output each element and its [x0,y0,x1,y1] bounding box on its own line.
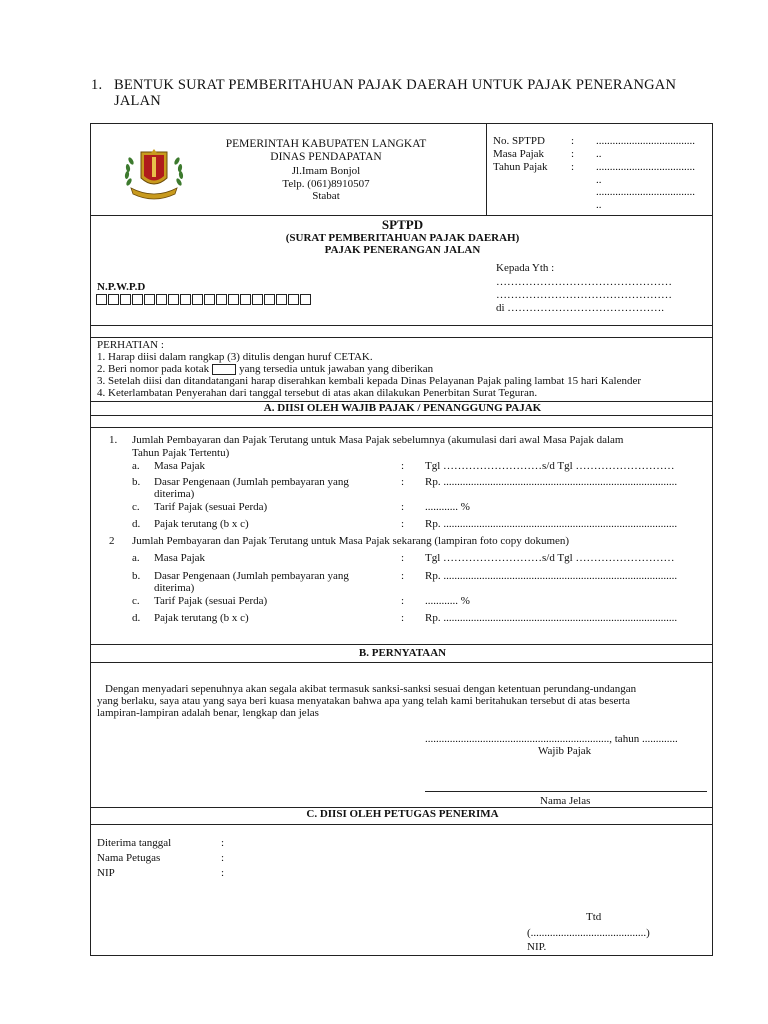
notice-item: 4. Keterlambatan Penyerahan dari tanggal tersebut di atas akan dilakukan Penerbitan Surat Teguran. [97,387,538,399]
row-label-continued: diterima) [154,488,195,500]
form-subtitle-tax-type: PAJAK PENERANGAN JALAN [324,244,481,256]
npwpd-digit-box[interactable] [252,294,263,305]
row-letter: d. [132,612,141,624]
officer-nip-field[interactable]: NIP. [527,941,547,953]
npwpd-digit-box[interactable] [192,294,203,305]
document-title-continued: JALAN [114,93,161,109]
row-label: Masa Pajak [154,552,206,564]
item-text-continued: Tahun Pajak Tertentu) [132,447,230,459]
field-value[interactable]: .................................... [596,186,695,198]
divider [91,824,712,825]
row-colon: : [401,476,405,488]
header-divider [486,124,487,215]
field-value[interactable]: .................................... [596,135,695,147]
row-letter: c. [132,595,140,607]
recipient-line[interactable]: ………………………………………… [496,289,672,301]
npwpd-digit-box[interactable] [156,294,167,305]
field-value[interactable]: .................................... [596,161,695,173]
divider [91,215,712,216]
notice-item: 3. Setelah diisi dan ditandatangani harap diserahkan kembali kepada Dinas Pelayanan Pajak paling lambat 15 hari Kalender [97,375,642,387]
notice-item: 1. Harap diisi dalam rangkap (3) ditulis dengan huruf CETAK. [97,351,373,363]
npwpd-digit-box[interactable] [288,294,299,305]
office-phone: Telp. (061)8910507 [282,178,370,190]
sptpd-form [90,123,713,956]
masa-pajak-current-field[interactable]: Tgl ………………………s/d Tgl ……………………… [425,552,675,564]
item-text: Jumlah Pembayaran dan Pajak Terutang untuk Masa Pajak sekarang (lampiran foto copy dokumen) [132,535,570,547]
statement-text: lampiran-lampiran adalah benar, lengkap dan jelas [97,707,319,719]
npwpd-digit-box[interactable] [144,294,155,305]
office-city: Stabat [312,190,340,202]
npwpd-label: N.P.W.P.D [97,281,146,293]
place-date-field[interactable]: ..................................................................., tahun ............. [425,733,678,745]
row-colon: : [401,460,405,472]
npwpd-digit-box[interactable] [180,294,191,305]
field-colon: : [571,148,575,160]
field-value-continued: .. [596,199,602,211]
item-text: Jumlah Pembayaran dan Pajak Terutang untuk Masa Pajak sebelumnya (akumulasi dari awal Masa Pajak dalam [132,434,624,446]
row-letter: d. [132,518,141,530]
field-label: Masa Pajak [493,148,545,160]
recipient-location[interactable]: di ……………………………………. [496,302,665,314]
row-colon: : [401,570,405,582]
office-address: Jl.Imam Bonjol [291,165,361,177]
field-colon: : [221,852,225,864]
npwpd-digit-box[interactable] [168,294,179,305]
recipient-line[interactable]: ………………………………………… [496,276,672,288]
section-a-title: A. DIISI OLEH WAJIB PAJAK / PENANGGUNG PAJAK [263,402,542,414]
item-number: 1. [109,434,118,446]
answer-box [212,364,236,375]
tarif-pajak-previous-field[interactable]: ............ % [425,501,470,513]
row-letter: b. [132,476,141,488]
row-colon: : [401,552,405,564]
row-label-continued: diterima) [154,582,195,594]
tarif-pajak-current-field[interactable]: ............ % [425,595,470,607]
officer-signature-field[interactable]: (..........................................) [527,927,650,939]
divider [91,325,712,326]
received-date-label: Diterima tanggal [97,837,172,849]
document-title: BENTUK SURAT PEMBERITAHUAN PAJAK DAERAH UNTUK PAJAK PENERANGAN [114,77,677,93]
pajak-terutang-previous-field[interactable]: Rp. ..................................................................................... [425,518,678,530]
section-b-title: B. PERNYATAAN [358,647,447,659]
form-subtitle: (SURAT PEMBERITAHUAN PAJAK DAERAH) [285,232,520,244]
field-colon: : [571,161,575,173]
npwpd-digit-box[interactable] [132,294,143,305]
form-title: SPTPD [381,217,424,232]
officer-name-label: Nama Petugas [97,852,161,864]
npwpd-digit-box[interactable] [96,294,107,305]
divider [91,662,712,663]
row-colon: : [401,595,405,607]
dasar-pengenaan-previous-field[interactable]: Rp. ..................................................................................... [425,476,678,488]
row-letter: a. [132,460,140,472]
row-label: Pajak terutang (b x c) [154,518,249,530]
divider [91,337,712,338]
regency-emblem-logo [119,144,189,202]
npwpd-digit-box[interactable] [300,294,311,305]
divider [91,415,712,416]
taxpayer-label: Wajib Pajak [538,745,592,757]
notice-item-text: yang tersedia untuk jawaban yang diberikan [239,363,434,375]
row-letter: a. [132,552,140,564]
row-label: Pajak terutang (b x c) [154,612,249,624]
row-label: Dasar Pengenaan (Jumlah pembayaran yang [154,570,349,582]
department-name: DINAS PENDAPATAN [270,151,382,163]
item-number: 2 [109,535,115,547]
divider [91,644,712,645]
section-c-title: C. DIISI OLEH PETUGAS PENERIMA [306,808,499,820]
row-label: Masa Pajak [154,460,206,472]
masa-pajak-previous-field[interactable]: Tgl ………………………s/d Tgl ……………………… [425,460,675,472]
divider [91,427,712,428]
npwpd-digit-box[interactable] [240,294,251,305]
notice-title: PERHATIAN : [97,339,164,351]
npwpd-digit-box[interactable] [228,294,239,305]
dasar-pengenaan-current-field[interactable]: Rp. ..................................................................................... [425,570,678,582]
field-label: No. SPTPD [493,135,545,147]
npwpd-digit-box[interactable] [120,294,131,305]
field-value[interactable]: .. [596,148,602,160]
row-letter: b. [132,570,141,582]
npwpd-digit-box[interactable] [216,294,227,305]
row-letter: c. [132,501,140,513]
field-label: Tahun Pajak [493,161,548,173]
signature-label: Ttd [586,911,602,923]
recipient-label: Kepada Yth : [496,262,555,274]
npwpd-digit-box[interactable] [264,294,275,305]
field-colon: : [221,837,225,849]
signature-line[interactable] [425,791,707,792]
document-number: 1. [91,77,103,93]
field-value-continued: .. [596,174,602,186]
row-colon: : [401,501,405,513]
field-colon: : [571,135,575,147]
field-colon: : [221,867,225,879]
statement-text: yang berlaku, saya atau yang saya beri kuasa menyatakan bahwa apa yang telah kami beritahukan tersebut di atas beserta [97,695,630,707]
org-name: PEMERINTAH KABUPATEN LANGKAT [225,138,427,150]
npwpd-digit-box[interactable] [276,294,287,305]
npwpd-digit-box[interactable] [108,294,119,305]
row-colon: : [401,518,405,530]
pajak-terutang-current-field[interactable]: Rp. ..................................................................................... [425,612,678,624]
officer-nip-label: NIP [97,867,115,879]
notice-item [97,363,433,375]
row-colon: : [401,612,405,624]
statement-text: Dengan menyadari sepenuhnya akan segala akibat termasuk sanksi-sanksi sesuai dengan ketentuan perundang-undangan [105,683,637,695]
full-name-label: Nama Jelas [540,795,591,807]
npwpd-digit-box[interactable] [204,294,215,305]
notice-item-text: 2. Beri nomor pada kotak [97,363,210,375]
row-label: Dasar Pengenaan (Jumlah pembayaran yang [154,476,349,488]
row-label: Tarif Pajak (sesuai Perda) [154,595,268,607]
row-label: Tarif Pajak (sesuai Perda) [154,501,268,513]
npwpd-input-boxes[interactable] [96,294,312,305]
